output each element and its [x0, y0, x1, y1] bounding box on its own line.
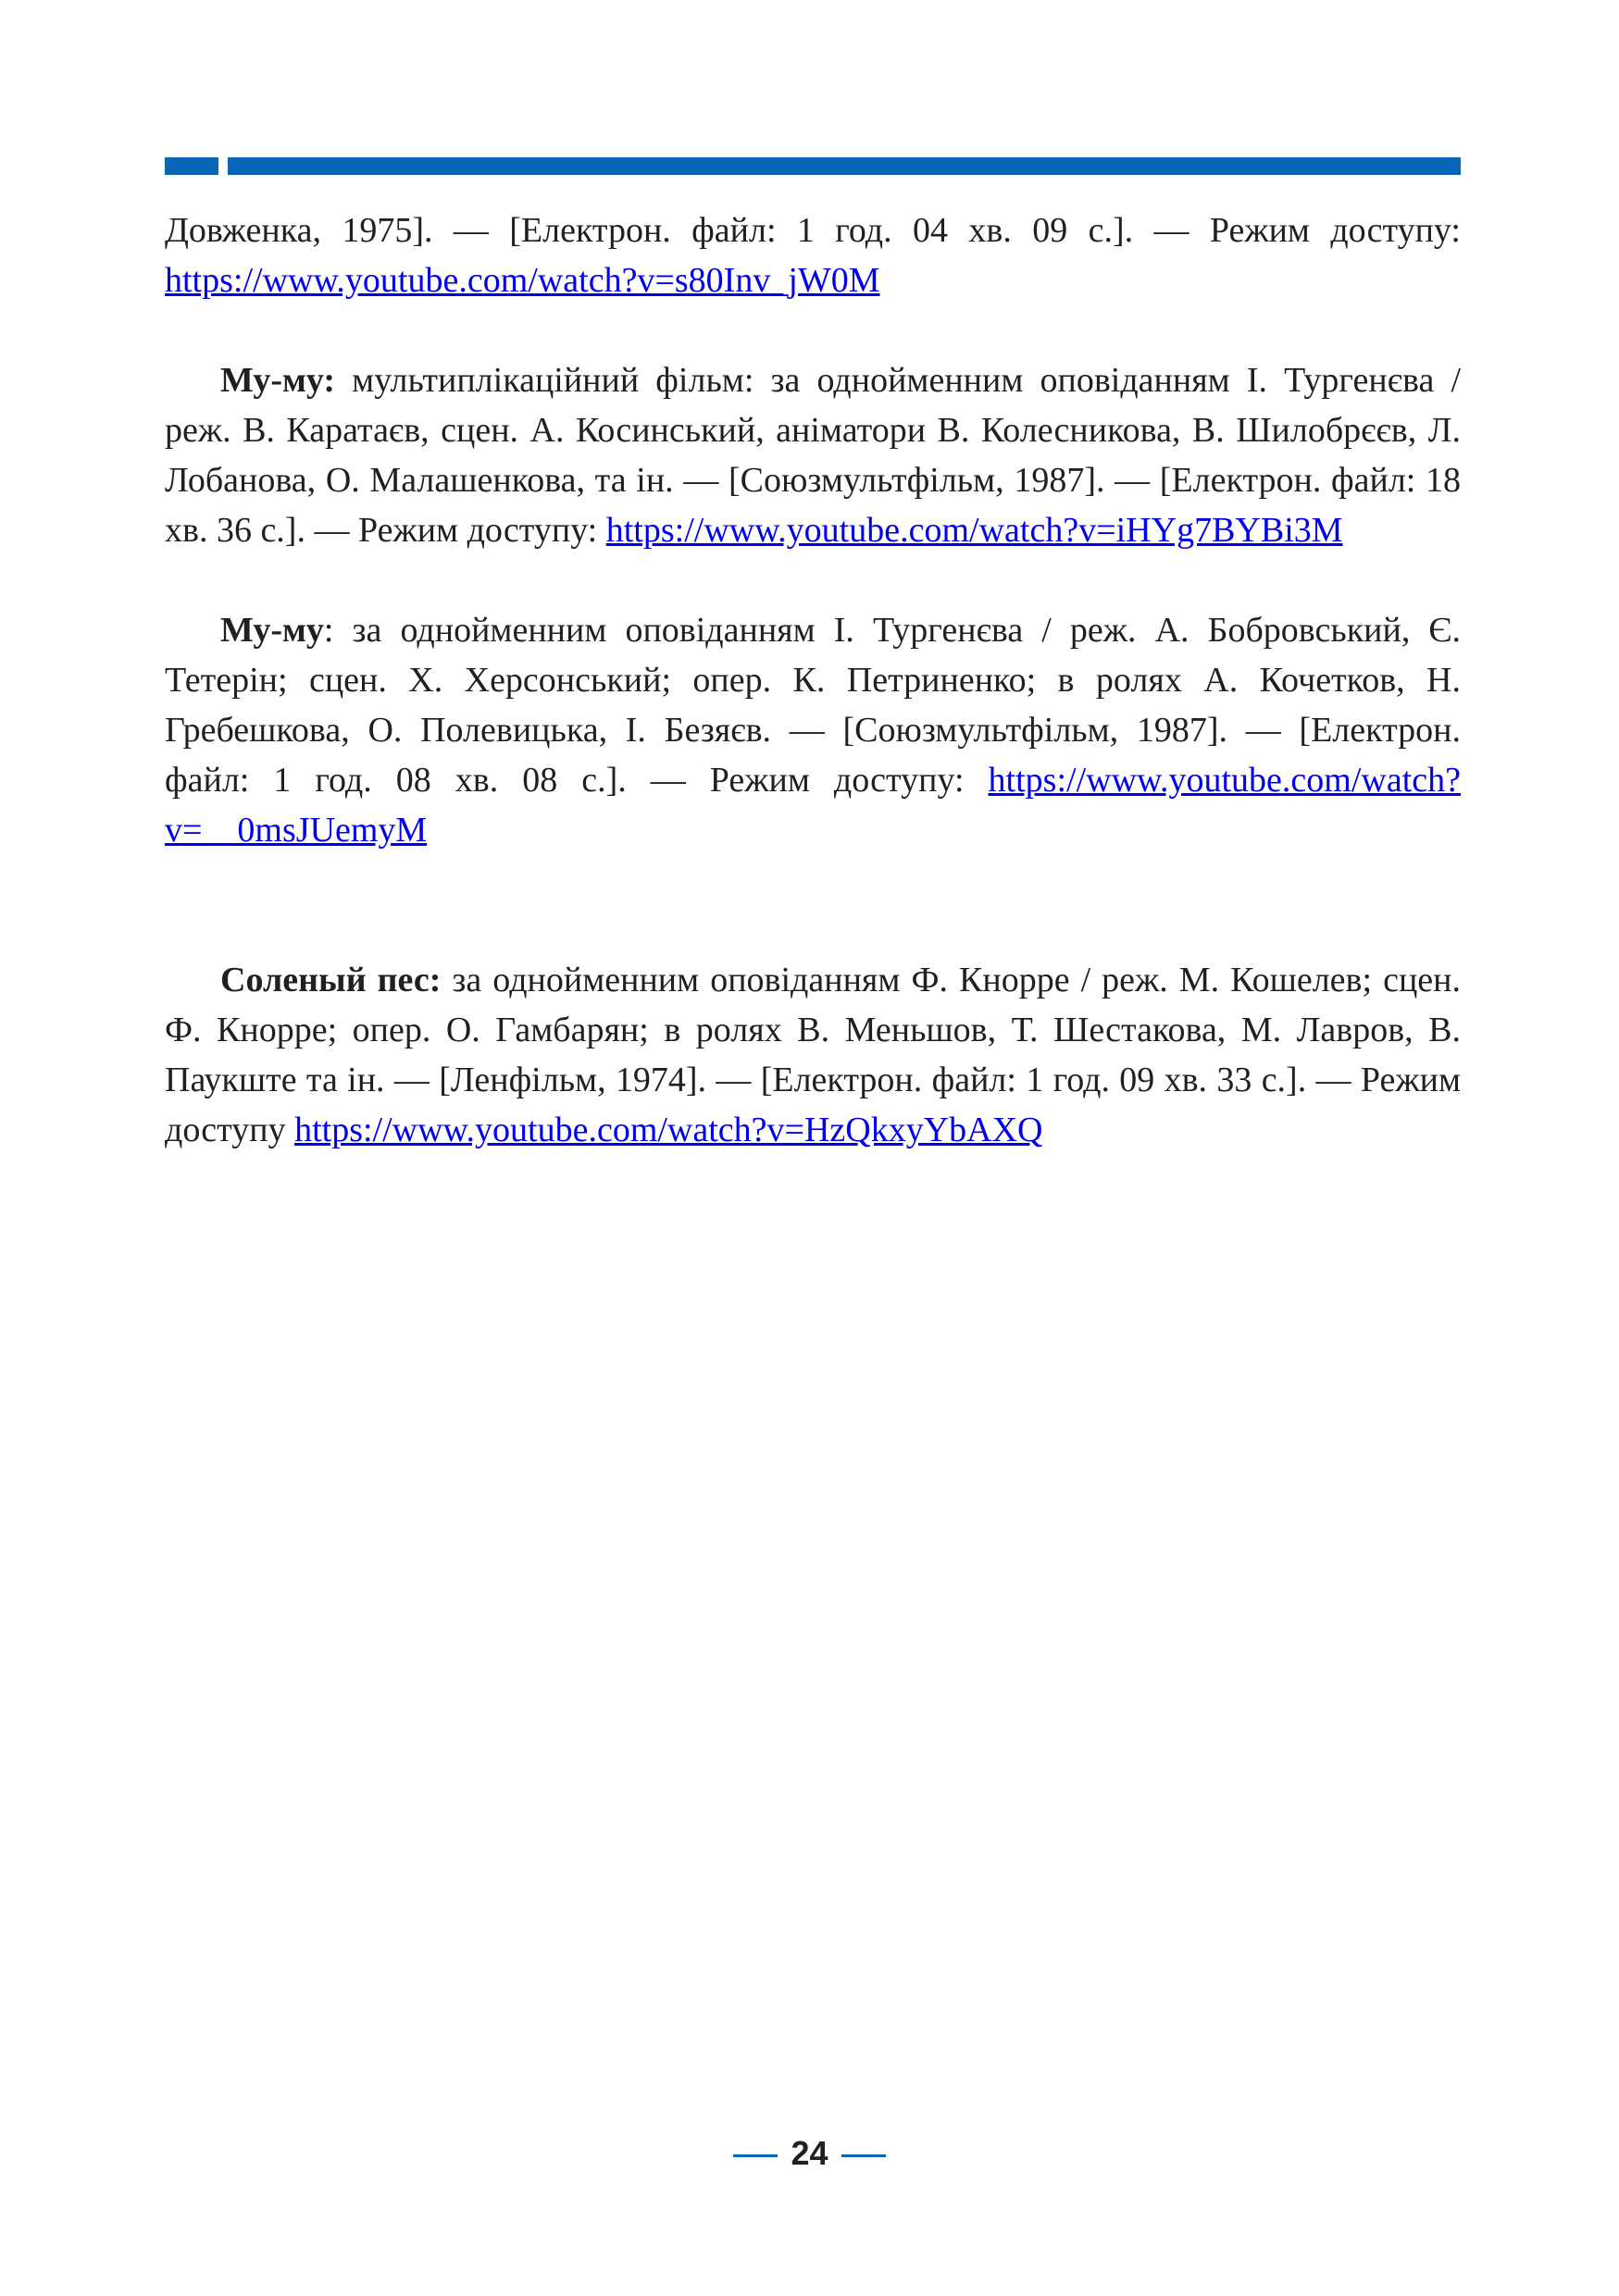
header-accent-bar-long — [228, 157, 1461, 175]
bibliography-entry-mumu-film — [165, 605, 1461, 855]
entry-text: за однойменним оповіданням Ф. Кнорре / реж. М. Кошелев; сцен. Ф. Кнорре; опер. О. Гамбарян; в ролях В. Меньшов, Т. Шестакова, М. Лавров, В. Паукште та ін. — [Ленфільм, 1974]. — [Електрон. файл: 1 год. 09 хв. 33 с.]. — Режим доступу — [165, 961, 1461, 1149]
entry-link[interactable]: https://www.youtube.com/watch?v=__0msJUemyM — [165, 761, 1461, 850]
entry-title: Соленый пес: — [220, 961, 442, 999]
entry-text: : за однойменним оповіданням І. Тургенєва / реж. А. Бобровський, Є. Тетерін; сцен. Х. Херсонський; опер. К. Петриненко; в ролях А. Кочетков, Н. Гребешкова, О. Полевицька, І. Безяєв. — [Союзмультфільм, 1987]. — [Електрон. файл: 1 год. 08 хв. 08 с.]. — Режим доступу: — [165, 611, 1461, 800]
bibliography-list — [165, 205, 1461, 1155]
entry-link[interactable]: https://www.youtube.com/watch?v=HzQkxyYbAXQ — [294, 1111, 1043, 1149]
entry-link[interactable]: https://www.youtube.com/watch?v=s80Inv_jW0M — [165, 261, 880, 300]
footer-dash-right — [841, 2154, 886, 2157]
bibliography-entry-solenyi-pes — [165, 955, 1461, 1155]
page-footer — [0, 2133, 1619, 2174]
entry-title: Му-му: — [220, 361, 336, 400]
bibliography-entry-continued — [165, 205, 1461, 305]
header-accent-bar-short — [165, 157, 218, 175]
page-number: 24 — [791, 2134, 828, 2172]
entry-text: Довженка, 1975]. — [Електрон. файл: 1 год. 04 хв. 09 с.]. — Режим доступу: — [165, 211, 1461, 250]
bibliography-entry-mumu-animated — [165, 355, 1461, 555]
entry-link[interactable]: https://www.youtube.com/watch?v=iHYg7BYBi3M — [605, 511, 1343, 550]
entry-text: мультиплікаційний фільм: за однойменним оповіданням І. Тургенєва / реж. В. Каратаєв, сцен. А. Косинський, аніматори В. Колесникова, В. Шилобрєєв, Л. Лобанова, О. Малашенкова, та ін. — [Союзмультфільм, 1987]. — [Електрон. файл: 18 хв. 36 с.]. — Режим доступу: — [165, 361, 1461, 550]
entry-title: Му-му — [220, 611, 324, 650]
footer-dash-left — [733, 2154, 778, 2157]
